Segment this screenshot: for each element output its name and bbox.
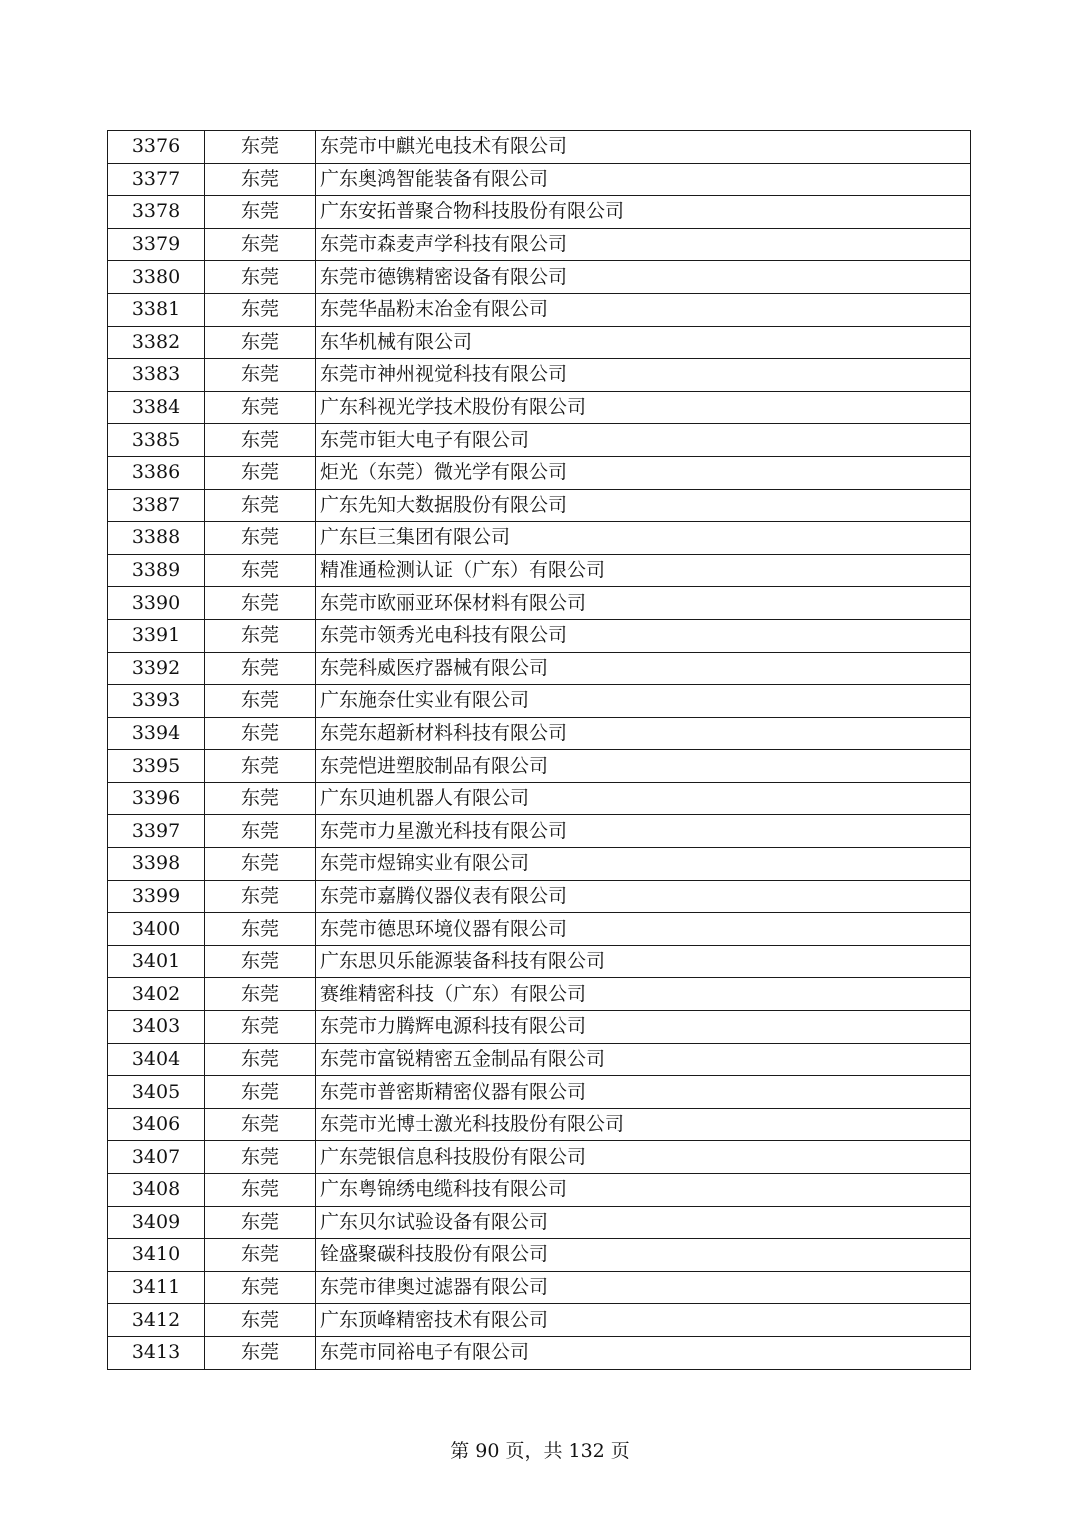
company-name-cell: 广东莞银信息科技股份有限公司 [316,1141,971,1174]
row-number-cell: 3398 [108,848,205,881]
table-row [108,717,971,750]
region-cell: 东莞 [205,261,316,294]
table-row [108,1336,971,1369]
company-name-cell: 东莞市钜大电子有限公司 [316,424,971,457]
row-number-cell: 3395 [108,750,205,783]
company-name-cell: 东莞市力星激光科技有限公司 [316,815,971,848]
region-cell: 东莞 [205,1108,316,1141]
table-row [108,424,971,457]
region-cell: 东莞 [205,424,316,457]
company-name-cell: 东莞市嘉腾仪器仪表有限公司 [316,880,971,913]
region-cell: 东莞 [205,652,316,685]
table-row [108,489,971,522]
table-row [108,1108,971,1141]
row-number-cell: 3410 [108,1239,205,1272]
table-row [108,652,971,685]
company-name-cell: 广东顶峰精密技术有限公司 [316,1304,971,1337]
table-row [108,1271,971,1304]
row-number-cell: 3377 [108,163,205,196]
row-number-cell: 3412 [108,1304,205,1337]
table-row [108,782,971,815]
row-number-cell: 3402 [108,978,205,1011]
row-number-cell: 3405 [108,1076,205,1109]
row-number-cell: 3404 [108,1043,205,1076]
company-name-cell: 精准通检测认证（广东）有限公司 [316,554,971,587]
company-name-cell: 东华机械有限公司 [316,326,971,359]
company-name-cell: 东莞市领秀光电科技有限公司 [316,619,971,652]
region-cell: 东莞 [205,554,316,587]
company-name-cell: 东莞市煜锦实业有限公司 [316,848,971,881]
company-name-cell: 东莞市普密斯精密仪器有限公司 [316,1076,971,1109]
table-row [108,815,971,848]
company-name-cell: 东莞市光博士激光科技股份有限公司 [316,1108,971,1141]
region-cell: 东莞 [205,522,316,555]
company-name-cell: 东莞市神州视觉科技有限公司 [316,359,971,392]
company-name-cell: 广东贝迪机器人有限公司 [316,782,971,815]
region-cell: 东莞 [205,587,316,620]
company-name-cell: 炬光（东莞）微光学有限公司 [316,456,971,489]
region-cell: 东莞 [205,489,316,522]
company-name-cell: 东莞市欧丽亚环保材料有限公司 [316,587,971,620]
company-name-cell: 东莞市德思环境仪器有限公司 [316,913,971,946]
region-cell: 东莞 [205,293,316,326]
table-row [108,848,971,881]
row-number-cell: 3406 [108,1108,205,1141]
region-cell: 东莞 [205,750,316,783]
company-name-cell: 东莞市律奥过滤器有限公司 [316,1271,971,1304]
row-number-cell: 3403 [108,1011,205,1044]
table-row [108,1011,971,1044]
table-row [108,978,971,1011]
row-number-cell: 3386 [108,456,205,489]
region-cell: 东莞 [205,1206,316,1239]
row-number-cell: 3378 [108,196,205,229]
region-cell: 东莞 [205,163,316,196]
company-name-cell: 广东粤锦绣电缆科技有限公司 [316,1174,971,1207]
row-number-cell: 3399 [108,880,205,913]
table-body [108,131,971,1370]
row-number-cell: 3397 [108,815,205,848]
table-row [108,1304,971,1337]
company-name-cell: 广东奥鸿智能装备有限公司 [316,163,971,196]
table-row [108,261,971,294]
table-row [108,1239,971,1272]
row-number-cell: 3391 [108,619,205,652]
table-row [108,359,971,392]
region-cell: 东莞 [205,978,316,1011]
company-name-cell: 广东贝尔试验设备有限公司 [316,1206,971,1239]
row-number-cell: 3388 [108,522,205,555]
row-number-cell: 3413 [108,1336,205,1369]
company-list-table [107,130,971,1370]
region-cell: 东莞 [205,1011,316,1044]
table-row [108,163,971,196]
table-row [108,1206,971,1239]
table-row [108,131,971,164]
table-row [108,1043,971,1076]
company-name-cell: 东莞市森麦声学科技有限公司 [316,228,971,261]
company-name-cell: 赛维精密科技（广东）有限公司 [316,978,971,1011]
region-cell: 东莞 [205,1141,316,1174]
company-name-cell: 东莞东超新材料科技有限公司 [316,717,971,750]
row-number-cell: 3400 [108,913,205,946]
row-number-cell: 3392 [108,652,205,685]
company-name-cell: 东莞市德镌精密设备有限公司 [316,261,971,294]
company-name-cell: 东莞市同裕电子有限公司 [316,1336,971,1369]
table-row [108,587,971,620]
row-number-cell: 3390 [108,587,205,620]
row-number-cell: 3396 [108,782,205,815]
region-cell: 东莞 [205,945,316,978]
row-number-cell: 3393 [108,685,205,718]
region-cell: 东莞 [205,326,316,359]
table-row [108,554,971,587]
row-number-cell: 3381 [108,293,205,326]
table-row [108,945,971,978]
company-name-cell: 广东科视光学技术股份有限公司 [316,391,971,424]
company-name-cell: 东莞市富锐精密五金制品有限公司 [316,1043,971,1076]
table-row [108,196,971,229]
row-number-cell: 3407 [108,1141,205,1174]
region-cell: 东莞 [205,391,316,424]
region-cell: 东莞 [205,456,316,489]
company-name-cell: 广东思贝乐能源装备科技有限公司 [316,945,971,978]
table-row [108,228,971,261]
company-name-cell: 铨盛聚碳科技股份有限公司 [316,1239,971,1272]
table-row [108,293,971,326]
region-cell: 东莞 [205,685,316,718]
company-name-cell: 广东先知大数据股份有限公司 [316,489,971,522]
row-number-cell: 3383 [108,359,205,392]
table-row [108,1076,971,1109]
table-row [108,1141,971,1174]
region-cell: 东莞 [205,913,316,946]
region-cell: 东莞 [205,1336,316,1369]
row-number-cell: 3382 [108,326,205,359]
table-row [108,456,971,489]
row-number-cell: 3380 [108,261,205,294]
company-name-cell: 东莞华晶粉末冶金有限公司 [316,293,971,326]
row-number-cell: 3387 [108,489,205,522]
region-cell: 东莞 [205,1239,316,1272]
region-cell: 东莞 [205,1174,316,1207]
table-row [108,619,971,652]
company-name-cell: 东莞市力腾辉电源科技有限公司 [316,1011,971,1044]
company-name-cell: 东莞科威医疗器械有限公司 [316,652,971,685]
region-cell: 东莞 [205,880,316,913]
page-number-footer: 第 90 页，共 132 页 [450,1440,630,1462]
region-cell: 东莞 [205,1043,316,1076]
region-cell: 东莞 [205,848,316,881]
company-name-cell: 东莞市中麒光电技术有限公司 [316,131,971,164]
row-number-cell: 3379 [108,228,205,261]
table-row [108,685,971,718]
table-row [108,750,971,783]
table-row [108,913,971,946]
region-cell: 东莞 [205,717,316,750]
region-cell: 东莞 [205,196,316,229]
region-cell: 东莞 [205,1271,316,1304]
region-cell: 东莞 [205,359,316,392]
table-row [108,522,971,555]
table-row [108,880,971,913]
row-number-cell: 3408 [108,1174,205,1207]
row-number-cell: 3409 [108,1206,205,1239]
row-number-cell: 3401 [108,945,205,978]
row-number-cell: 3385 [108,424,205,457]
region-cell: 东莞 [205,131,316,164]
row-number-cell: 3384 [108,391,205,424]
company-name-cell: 广东施奈仕实业有限公司 [316,685,971,718]
region-cell: 东莞 [205,1304,316,1337]
company-name-cell: 东莞恺进塑胶制品有限公司 [316,750,971,783]
table-row [108,1174,971,1207]
company-name-cell: 广东巨三集团有限公司 [316,522,971,555]
row-number-cell: 3394 [108,717,205,750]
row-number-cell: 3389 [108,554,205,587]
region-cell: 东莞 [205,1076,316,1109]
region-cell: 东莞 [205,619,316,652]
table-row [108,326,971,359]
company-name-cell: 广东安拓普聚合物科技股份有限公司 [316,196,971,229]
row-number-cell: 3376 [108,131,205,164]
region-cell: 东莞 [205,815,316,848]
table-row [108,391,971,424]
row-number-cell: 3411 [108,1271,205,1304]
region-cell: 东莞 [205,782,316,815]
region-cell: 东莞 [205,228,316,261]
